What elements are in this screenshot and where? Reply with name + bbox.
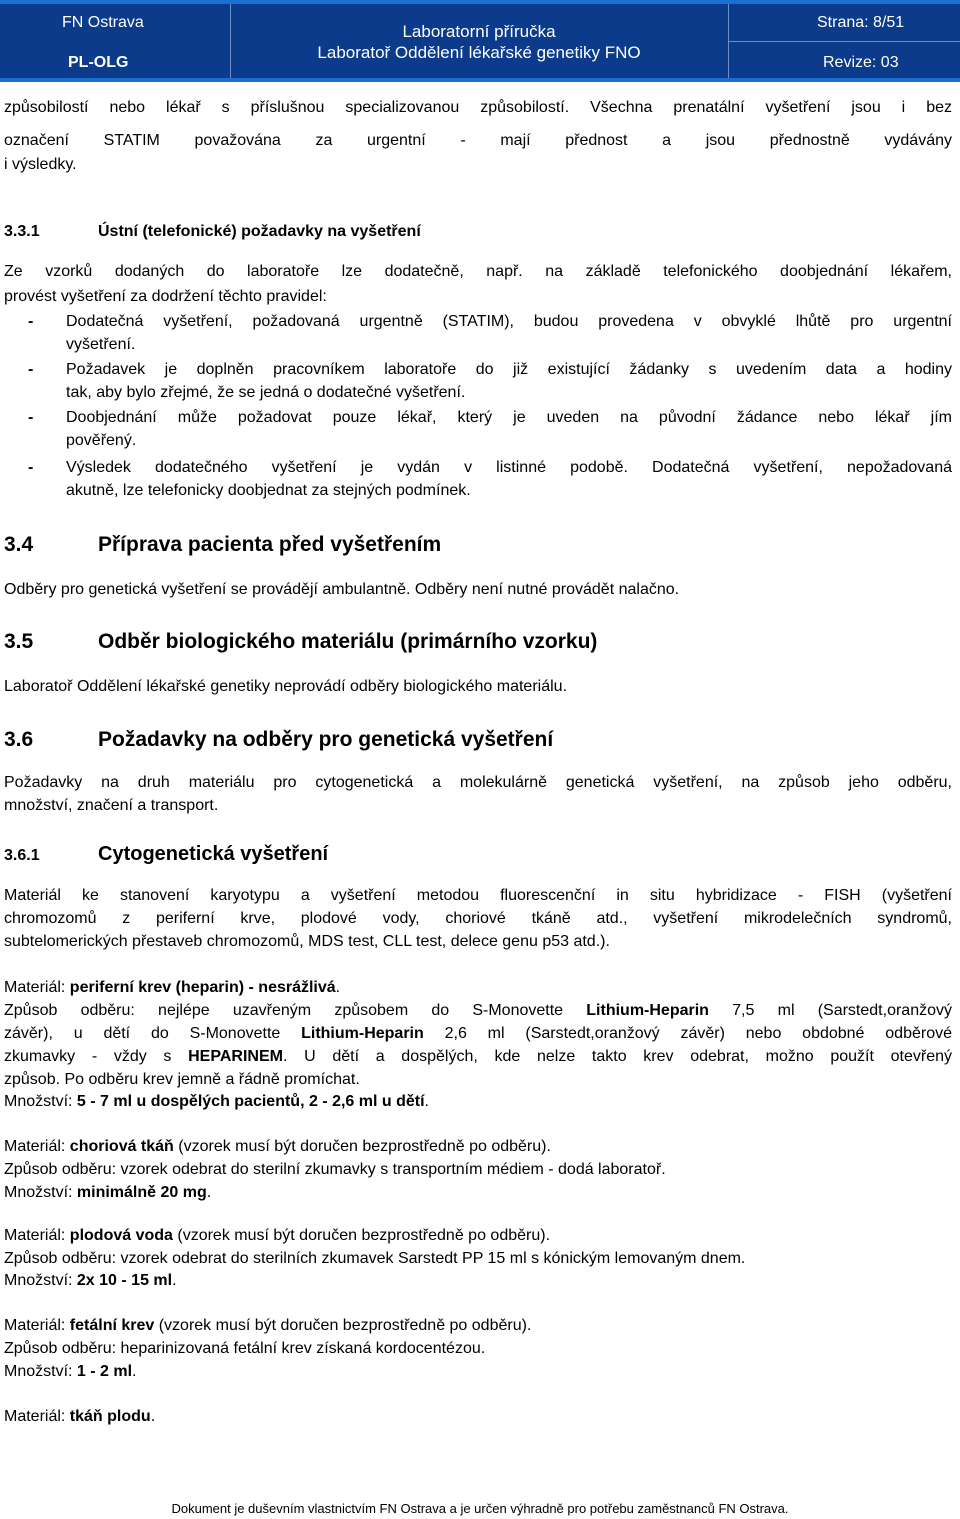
intro-line-1: způsobilostí nebo lékař s příslušnou specializovanou způsobilostí. Všechna prenatální vyšetření jsou i bez bbox=[4, 99, 952, 116]
section-number: 3.3.1 bbox=[4, 223, 40, 240]
material-4-method: Způsob odběru: heparinizovaná fetální krev získaná kordocentézou. bbox=[4, 1340, 486, 1357]
quantity-value: 1 - 2 ml bbox=[76, 1363, 133, 1380]
text-run: . U dětí a dospělých, kde nelze takto krev odebrat, možno použít otevřený bbox=[282, 1048, 952, 1065]
list-item bbox=[4, 456, 952, 503]
s361-line-3: subtelomerických přestaveb chromozomů, MDS test, CLL test, delece genu p53 atd.). bbox=[4, 933, 610, 950]
section-title: Požadavky na odběry pro genetická vyšetření bbox=[98, 728, 554, 751]
header-subtitle: Laboratoř Oddělení lékařské genetiky FNO bbox=[317, 43, 641, 62]
quantity-value: minimálně 20 mg bbox=[76, 1184, 207, 1201]
section-3-6-heading bbox=[4, 726, 553, 754]
quantity-label: Množství: bbox=[4, 1184, 77, 1201]
text-run: závěr), u dětí do S-Monovette bbox=[4, 1025, 302, 1042]
material-3-quantity bbox=[4, 1269, 952, 1292]
punctuation: . bbox=[150, 1408, 156, 1425]
material-2-method: Způsob odběru: vzorek odebrat do sterilní zkumavky s transportním médiem - dodá laboratoř. bbox=[4, 1161, 666, 1178]
material-name: tkáň plodu bbox=[69, 1408, 151, 1425]
material-1-line bbox=[4, 976, 952, 999]
page-header bbox=[0, 0, 960, 82]
material-note: (vzorek musí být doručen bezprostředně po odběru). bbox=[172, 1227, 551, 1244]
intro-line-3: i výsledky. bbox=[4, 156, 77, 173]
section-title: Cytogenetická vyšetření bbox=[98, 843, 329, 865]
s36-line-2: množství, značení a transport. bbox=[4, 797, 219, 814]
material-2-quantity bbox=[4, 1181, 952, 1204]
text-run: Způsob odběru: nejlépe uzavřeným způsobem do S-Monovette bbox=[4, 1002, 587, 1019]
material-name: periferní krev (heparin) - nesrážlivá bbox=[69, 979, 336, 996]
s361-line-2: chromozomů z periferní krve, plodové vody, choriové tkáně atd., vyšetření mikrodelečních syndromů, bbox=[4, 910, 952, 927]
material-name: plodová voda bbox=[69, 1227, 173, 1244]
material-3-line bbox=[4, 1224, 952, 1247]
s36-line-1: Požadavky na druh materiálu pro cytogenetická a molekulárně genetická vyšetření, na způsob jeho odběru, bbox=[4, 774, 952, 791]
quantity-label: Množství: bbox=[4, 1272, 77, 1289]
section-title: Odběr biologického materiálu (primárního vzorku) bbox=[98, 630, 598, 653]
header-page-number: Strana: 8/51 bbox=[817, 14, 905, 31]
section-number: 3.6.1 bbox=[4, 847, 40, 864]
material-3-method: Způsob odběru: vzorek odebrat do sterilních zkumavek Sarstedt PP 15 ml s kónickým lemovaným dnem. bbox=[4, 1250, 746, 1267]
list-item-line-1: Výsledek dodatečného vyšetření je vydán v listinné podobě. Dodatečná vyšetření, nepožadovaná bbox=[66, 459, 952, 476]
material-label: Materiál: bbox=[4, 1317, 70, 1334]
section-number: 3.6 bbox=[4, 728, 34, 751]
section-title: Příprava pacienta před vyšetřením bbox=[98, 533, 442, 556]
header-divider-horizontal bbox=[728, 41, 960, 42]
list-item-line-1: Požadavek je doplněn pracovníkem laboratoře do již existující žádanky s uvedením data a hodiny bbox=[66, 361, 952, 378]
material-1-quantity bbox=[4, 1090, 952, 1113]
section-title: Ústní (telefonické) požadavky na vyšetření bbox=[98, 223, 421, 240]
header-title: Laboratorní příručka bbox=[402, 22, 556, 41]
list-item-line-2: akutně, lze telefonicky doobjednat za stejných podmínek. bbox=[66, 482, 471, 500]
section-number: 3.5 bbox=[4, 630, 34, 653]
text-run: 2,6 ml (Sarstedt,oranžový závěr) nebo obdobné odběrové bbox=[423, 1025, 953, 1042]
material-label: Materiál: bbox=[4, 1408, 70, 1425]
material-note: (vzorek musí být doručen bezprostředně po odběru). bbox=[154, 1317, 532, 1334]
section-3-4-heading bbox=[4, 531, 441, 559]
s361-line-1: Materiál ke stanovení karyotypu a vyšetření metodou fluorescenční in situ hybridizace - FISH (vyšetření bbox=[4, 887, 952, 904]
s331-paragraph-line-1: Ze vzorků dodaných do laboratoře lze dodatečně, např. na základě telefonického doobjednání lékařem, bbox=[4, 263, 952, 280]
section-3-3-1-heading bbox=[4, 220, 421, 244]
intro-line-2: označení STATIM považována za urgentní - mají přednost a jsou přednostně vydávány bbox=[4, 132, 952, 149]
section-3-5-heading bbox=[4, 628, 597, 656]
list-item-line-2: tak, aby bylo zřejmé, že se jedná o dodatečné vyšetření. bbox=[66, 384, 466, 402]
material-5-line bbox=[4, 1405, 952, 1428]
punctuation: . bbox=[206, 1184, 212, 1201]
list-item bbox=[4, 358, 952, 405]
material-label: Materiál: bbox=[4, 979, 70, 996]
material-1-method-line-1 bbox=[4, 999, 952, 1022]
material-1-method-line-4: způsob. Po odběru krev jemně a řádně promíchat. bbox=[4, 1071, 360, 1088]
material-note: (vzorek musí být doručen bezprostředně po odběru). bbox=[173, 1138, 551, 1155]
list-item bbox=[4, 406, 952, 453]
s35-text: Laboratoř Oddělení lékařské genetiky neprovádí odběry biologického materiálu. bbox=[4, 678, 568, 695]
bullet-dash: - bbox=[28, 459, 34, 476]
material-1-method-line-2 bbox=[4, 1022, 952, 1045]
list-item-line-2: pověřený. bbox=[66, 432, 137, 450]
text-run: zkumavky - vždy s bbox=[4, 1048, 189, 1065]
punctuation: . bbox=[424, 1093, 429, 1110]
material-name: choriová tkáň bbox=[69, 1138, 174, 1155]
material-label: Materiál: bbox=[4, 1227, 70, 1244]
header-revision: Revize: 03 bbox=[823, 54, 899, 71]
punctuation: . bbox=[132, 1363, 137, 1380]
header-org: FN Ostrava bbox=[62, 14, 144, 31]
list-item-line-1: Doobjednání může požadovat pouze lékař, který je uveden na původní žádance nebo lékař jím bbox=[66, 409, 952, 426]
punctuation: . bbox=[172, 1272, 177, 1289]
section-number: 3.4 bbox=[4, 533, 34, 556]
list-item bbox=[4, 310, 952, 357]
bullet-dash: - bbox=[28, 313, 34, 330]
bullet-dash: - bbox=[28, 409, 34, 426]
s34-text: Odběry pro genetická vyšetření se provádějí ambulantně. Odběry není nutné provádět nalačno. bbox=[4, 581, 680, 598]
anticoagulant: HEPARINEM bbox=[188, 1048, 283, 1065]
header-code: PL-OLG bbox=[68, 54, 129, 71]
material-label: Materiál: bbox=[4, 1138, 70, 1155]
material-4-line bbox=[4, 1314, 952, 1337]
s331-paragraph-line-2: provést vyšetření za dodržení těchto pravidel: bbox=[4, 288, 327, 305]
page-footer: Dokument je duševním vlastnictvím FN Ostrava a je určen výhradně pro potřebu zaměstnanců FN Ostrava. bbox=[171, 1501, 789, 1516]
text-run: 7,5 ml (Sarstedt,oranžový bbox=[708, 1002, 952, 1019]
quantity-value: 2x 10 - 15 ml bbox=[76, 1272, 173, 1289]
quantity-label: Množství: bbox=[4, 1363, 77, 1380]
material-4-quantity bbox=[4, 1360, 952, 1383]
tube-type: Lithium-Heparin bbox=[586, 1002, 709, 1019]
section-3-6-1-heading bbox=[4, 841, 328, 869]
punctuation: . bbox=[335, 979, 341, 996]
list-item-line-1: Dodatečná vyšetření, požadovaná urgentně (STATIM), budou provedena v obvyklé lhůtě pro urgentní bbox=[66, 313, 952, 330]
tube-type: Lithium-Heparin bbox=[301, 1025, 424, 1042]
material-2-line bbox=[4, 1135, 952, 1158]
material-name: fetální krev bbox=[69, 1317, 155, 1334]
quantity-label: Množství: bbox=[4, 1093, 77, 1110]
material-1-method-line-3 bbox=[4, 1045, 952, 1068]
list-item-line-2: vyšetření. bbox=[66, 336, 136, 354]
quantity-value: 5 - 7 ml u dospělých pacientů, 2 - 2,6 ml u dětí bbox=[76, 1093, 425, 1110]
bullet-dash: - bbox=[28, 361, 34, 378]
